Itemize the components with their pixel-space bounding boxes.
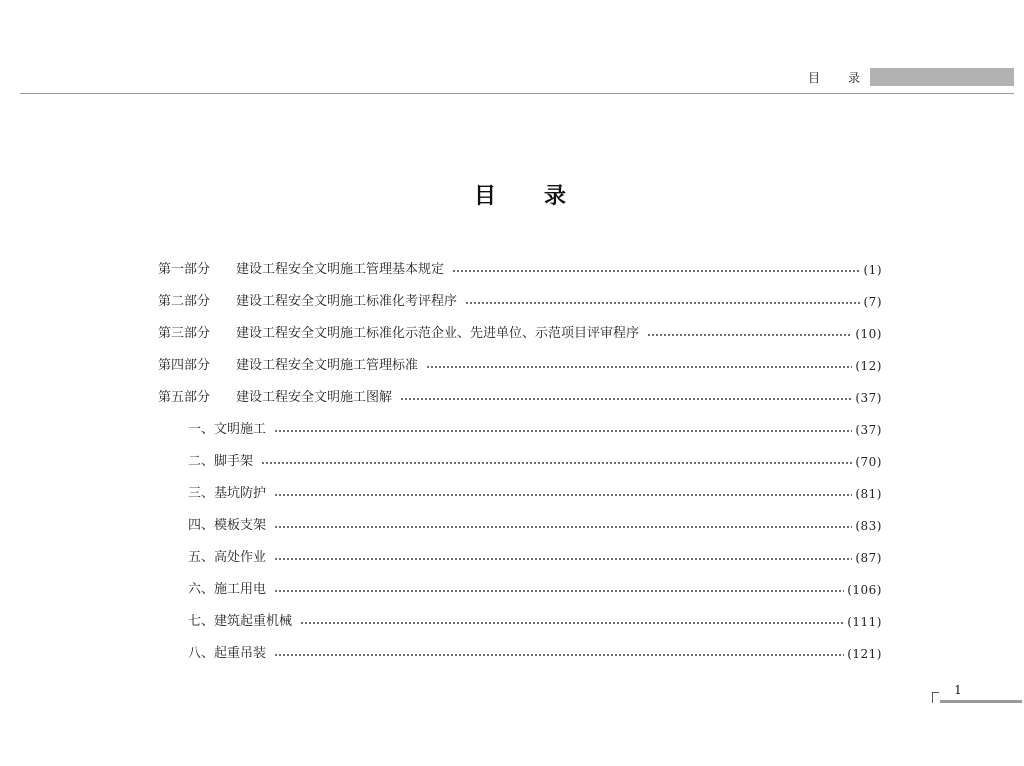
toc-entry-title: 建设工程安全文明施工管理基本规定: [236, 262, 445, 277]
toc-entry-title: 六、施工用电: [188, 582, 267, 597]
footer-corner-mark: [932, 692, 939, 703]
toc-entry-title: 一、文明施工: [188, 422, 267, 437]
toc-entry-part-4[interactable]: [158, 354, 882, 378]
toc-leader-dots: [274, 590, 844, 592]
toc-leader-dots: [452, 270, 860, 272]
toc-entry-title: 七、建筑起重机械: [188, 614, 293, 629]
toc-part-number: 第五部分: [158, 390, 211, 405]
toc-part-number: 第二部分: [158, 294, 211, 309]
header-shade-bar: [870, 68, 1014, 86]
toc-page-number: (70): [855, 455, 882, 469]
toc-entry-part-2[interactable]: [158, 290, 882, 314]
toc-entry-sub-7[interactable]: [188, 610, 882, 634]
toc-leader-dots: [647, 334, 852, 336]
toc-leader-dots: [274, 526, 852, 528]
page-title-right: 录: [544, 184, 567, 209]
running-header-left: 目: [808, 71, 821, 85]
toc-page-number: (81): [855, 487, 882, 501]
toc-entry-sub-6[interactable]: [188, 578, 882, 602]
toc-part-number: 第三部分: [158, 326, 211, 341]
header-rule: [20, 93, 1014, 94]
toc-leader-dots: [274, 654, 844, 656]
toc-leader-dots: [274, 558, 852, 560]
toc-page-number: (37): [855, 391, 882, 405]
toc-part-number: 第四部分: [158, 358, 211, 373]
toc-leader-dots: [400, 398, 852, 400]
toc-entry-title: 建设工程安全文明施工管理标准: [236, 358, 419, 373]
toc-entry-sub-5[interactable]: [188, 546, 882, 570]
toc-leader-dots: [274, 494, 852, 496]
toc-entry-part-1[interactable]: [158, 258, 882, 282]
toc-entry-title: 建设工程安全文明施工标准化示范企业、先进单位、示范项目评审程序: [236, 326, 640, 341]
toc-leader-dots: [261, 462, 852, 464]
toc-page-number: (83): [855, 519, 882, 533]
toc-page-number: (106): [847, 583, 882, 597]
toc-page-number: (12): [855, 359, 882, 373]
toc-entry-title: 三、基坑防护: [188, 486, 267, 501]
page-title-left: 目: [473, 184, 496, 209]
toc-entry-part-3[interactable]: [158, 322, 882, 346]
toc-entry-title: 建设工程安全文明施工图解: [236, 390, 393, 405]
toc-entry-part-5[interactable]: [158, 386, 882, 410]
toc-page-number: (7): [863, 295, 882, 309]
toc-entry-title: 五、高处作业: [188, 550, 267, 565]
toc-entry-sub-8[interactable]: [188, 642, 882, 666]
page-title: [0, 182, 1024, 212]
toc-page-number: (37): [855, 423, 882, 437]
toc-leader-dots: [465, 302, 860, 304]
toc-entry-title: 建设工程安全文明施工标准化考评程序: [236, 294, 458, 309]
toc-entry-title: 八、起重吊装: [188, 646, 267, 661]
toc-page-number: (10): [855, 327, 882, 341]
toc-entry-title: 四、模板支架: [188, 518, 267, 533]
footer-rule: [940, 700, 1022, 703]
toc-leader-dots: [274, 430, 852, 432]
toc-leader-dots: [300, 622, 844, 624]
toc-entry-sub-1[interactable]: [188, 418, 882, 442]
footer-page-number: 1: [954, 683, 962, 697]
toc-entry-sub-3[interactable]: [188, 482, 882, 506]
toc-page-number: (87): [855, 551, 882, 565]
toc-page-number: (1): [863, 263, 882, 277]
toc-entry-sub-2[interactable]: [188, 450, 882, 474]
toc-leader-dots: [426, 366, 852, 368]
toc-entry-title: 二、脚手架: [188, 454, 254, 469]
toc-page-number: (111): [847, 615, 882, 629]
running-header-right: 录: [847, 71, 860, 85]
toc-part-number: 第一部分: [158, 262, 211, 277]
toc-page-number: (121): [847, 647, 882, 661]
running-header: [800, 70, 868, 86]
toc-entry-sub-4[interactable]: [188, 514, 882, 538]
